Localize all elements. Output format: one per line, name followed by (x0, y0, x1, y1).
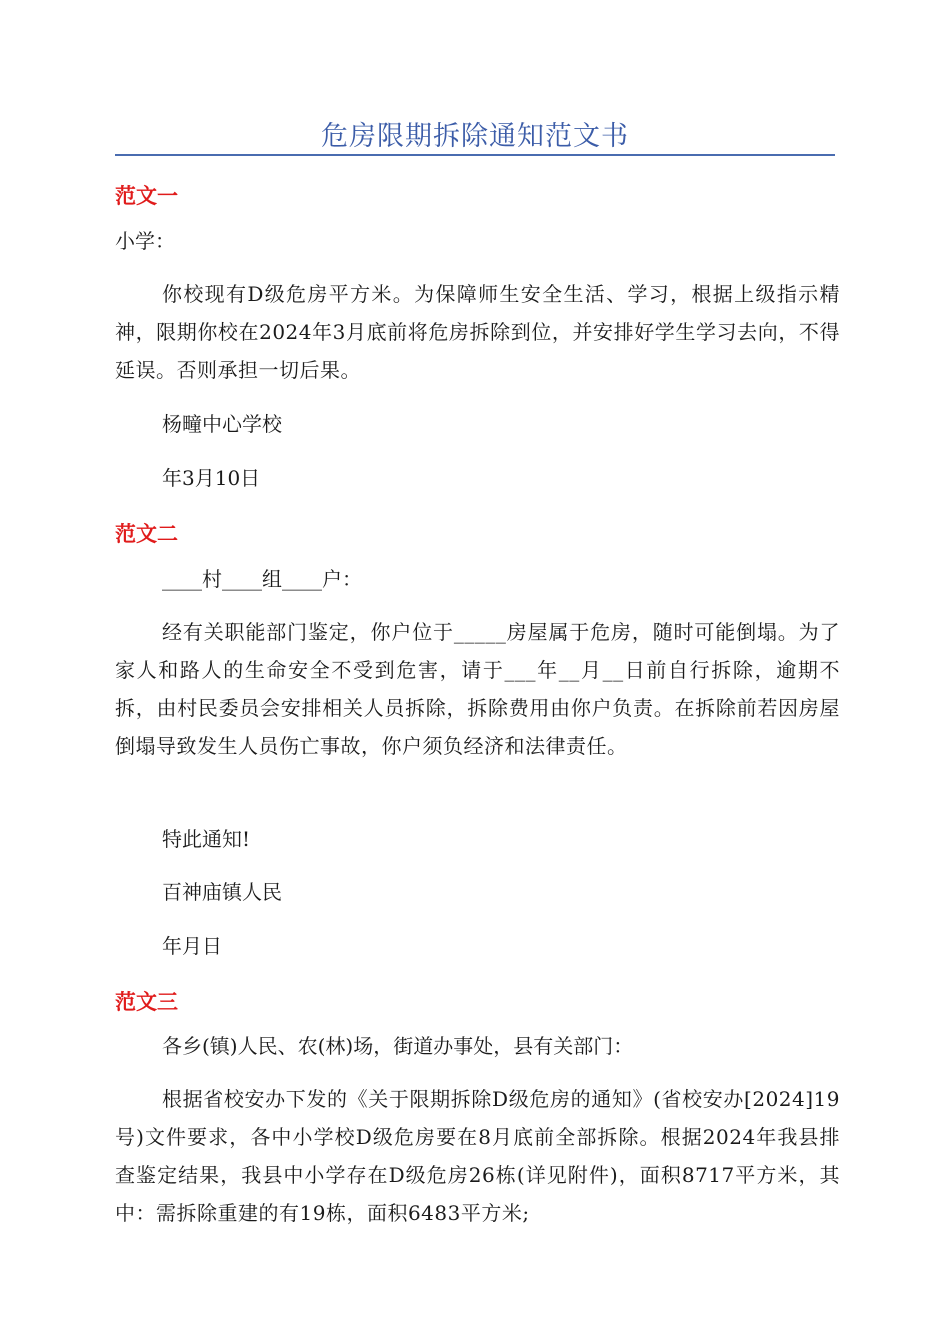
section-3-salutation: 各乡(镇)人民、农(林)场，街道办事处，县有关部门： (162, 1034, 634, 1058)
section-1-heading: 范文一 (115, 184, 178, 208)
section-2-body: 经有关职能部门鉴定，你户位于_____房屋属于危房，随时可能倒塌。为了家人和路人的生命安全不受到危害，请于___年__月__日前自行拆除，逾期不拆，由村民委员会安排相关人员拆除，拆除费用由你户负责。在拆除前若因房屋倒塌导致发生人员伤亡事故，你户须负经济和法律责任。 (115, 620, 840, 758)
section-1-salutation: 小学： (115, 229, 175, 253)
section-2-date: 年月日 (162, 934, 222, 958)
section-1-body: 你校现有D级危房平方米。为保障师生安全生活、学习，根据上级指示精神，限期你校在2024年3月底前将危房拆除到位，并安排好学生学习去向，不得延误。否则承担一切后果。 (115, 282, 840, 382)
section-2-signature: 百神庙镇人民 (162, 880, 282, 904)
section-2-salutation: ____村____组____户： (162, 567, 362, 591)
section-2-heading: 范文二 (115, 522, 178, 546)
section-3-heading: 范文三 (115, 990, 178, 1014)
section-1-signature: 杨疃中心学校 (162, 412, 282, 436)
section-2-notice: 特此通知! (162, 827, 251, 851)
section-1-date: 年3月10日 (162, 466, 261, 490)
section-3-body: 根据省校安办下发的《关于限期拆除D级危房的通知》(省校安办[2024]19号)文件要求，各中小学校D级危房要在8月底前全部拆除。根据2024年我县排查鉴定结果，我县中小学存在D级危房26栋(详见附件)，面积8717平方米，其中：需拆除重建的有19栋，面积6483平方米; (115, 1087, 840, 1225)
title-divider (115, 154, 835, 156)
document-title: 危房限期拆除通知范文书 (321, 121, 629, 152)
